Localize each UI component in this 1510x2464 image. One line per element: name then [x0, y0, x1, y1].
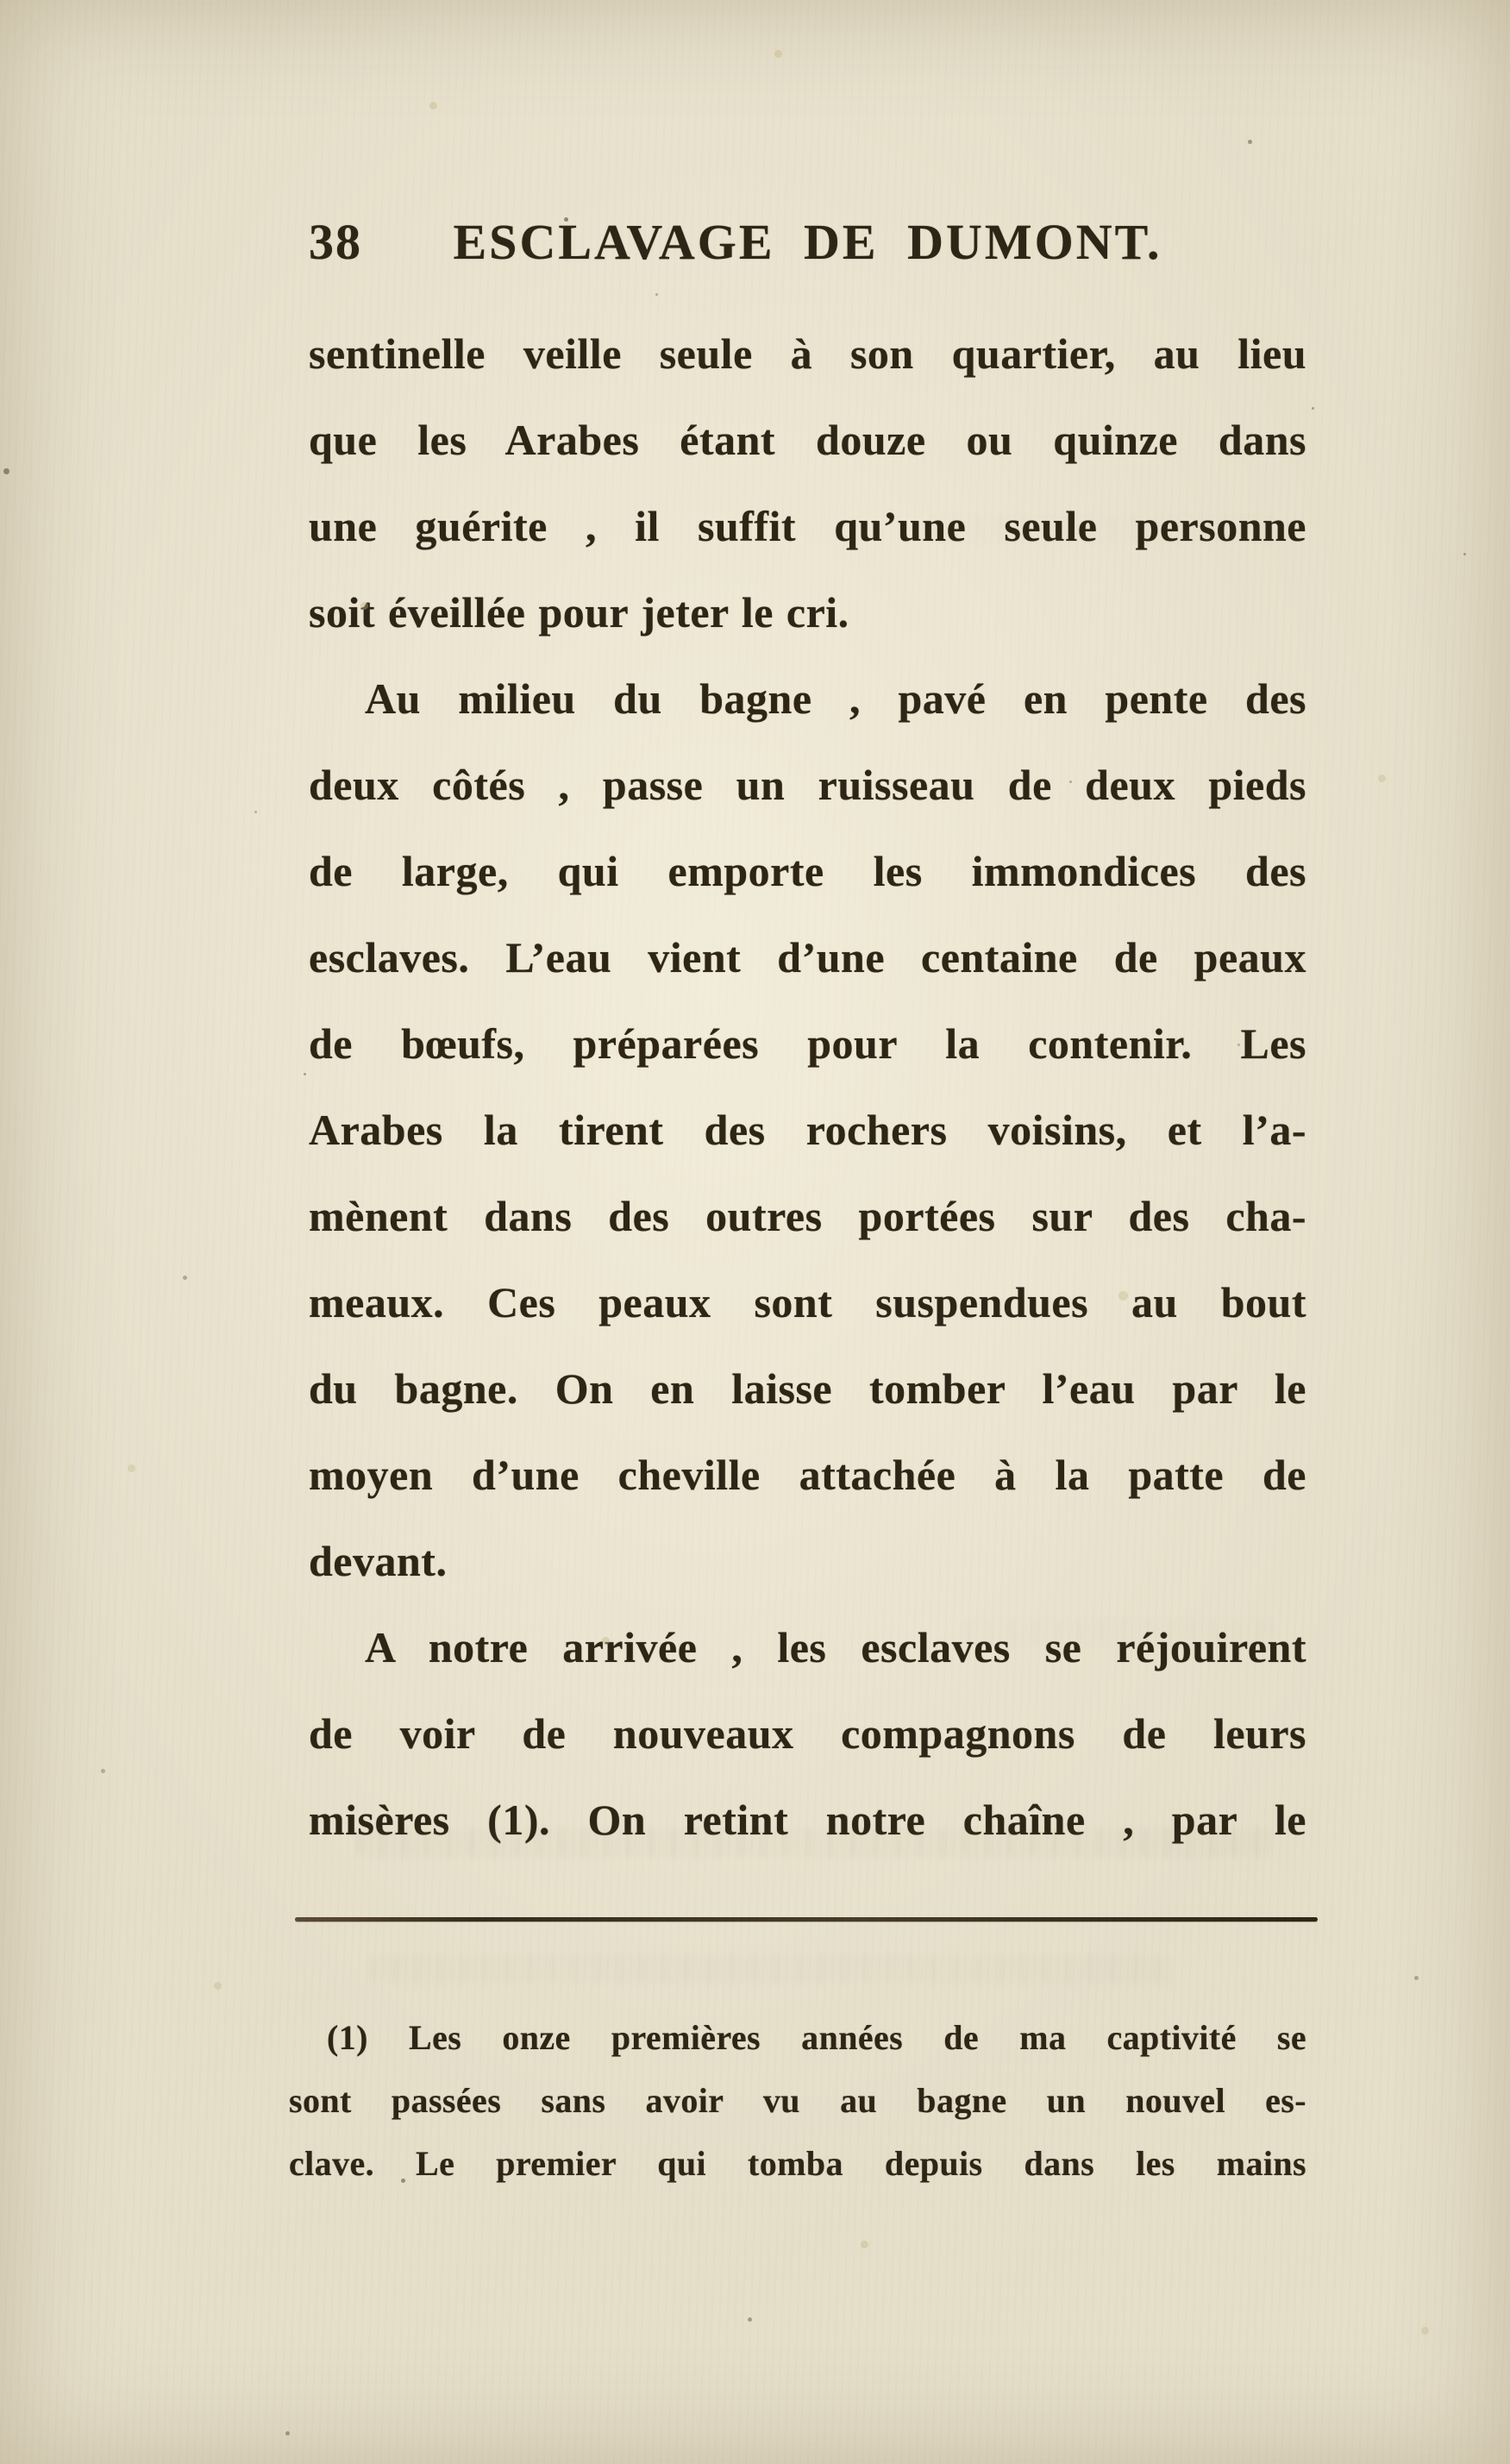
- bleed-through-text: [966, 1618, 1276, 1647]
- text-line: que les Arabes étant douze ou quinze dans: [309, 416, 1306, 464]
- text-line: misères (1). On retint notre chaîne , par le: [309, 1796, 1306, 1844]
- text-line: de bœufs, préparées pour la contenir. Les: [309, 1019, 1306, 1068]
- text-line: une guérite , il suffit qu’une seule personne: [309, 502, 1306, 550]
- bleed-through-text: [931, 514, 1276, 543]
- text-line: soit éveillée pour jeter le cri.: [309, 588, 849, 636]
- text-line: esclaves. L’eau vient d’une centaine de peaux: [309, 933, 1306, 981]
- footnote-separator-rule: [295, 1917, 1318, 1922]
- text-line: Au milieu du bagne , pavé en pente des: [365, 674, 1306, 723]
- running-title: ESCLAVAGE DE DUMONT.: [453, 214, 1162, 270]
- page-number: 38: [309, 214, 362, 270]
- bleed-through-text: [371, 1954, 1173, 1984]
- text-line: devant.: [309, 1537, 448, 1585]
- text-line: de voir de nouveaux compagnons de leurs: [309, 1709, 1306, 1758]
- text-line: A notre arrivée , les esclaves se réjouirent: [365, 1623, 1306, 1671]
- text-line: sentinelle veille seule à son quartier, au lieu: [309, 329, 1306, 378]
- footnote-line: sont passées sans avoir vu au bagne un nouvel es-: [289, 2081, 1306, 2120]
- text-line: mènent dans des outres portées sur des cha-: [309, 1192, 1306, 1240]
- text-line: deux côtés , passe un ruisseau de deux pieds: [309, 761, 1306, 809]
- footnote-line: clave. Le premier qui tomba depuis dans les mains: [289, 2144, 1306, 2183]
- footnote-line: (1) Les onze premières années de ma captivité se: [327, 2018, 1306, 2057]
- paper-fibers: [0, 0, 4, 4]
- bleed-through-text: [358, 1828, 1272, 1858]
- text-line: de large, qui emporte les immondices des: [309, 847, 1306, 895]
- page-header: [309, 216, 1306, 269]
- text-line: moyen d’une cheville attachée à la patte de: [309, 1451, 1306, 1499]
- text-line: Arabes la tirent des rochers voisins, et l’a-: [309, 1106, 1306, 1154]
- text-line: du bagne. On en laisse tomber l’eau par le: [309, 1364, 1306, 1413]
- footnote-block: [289, 2006, 1306, 2195]
- text-line: meaux. Ces peaux sont suspendues au bout: [309, 1278, 1306, 1326]
